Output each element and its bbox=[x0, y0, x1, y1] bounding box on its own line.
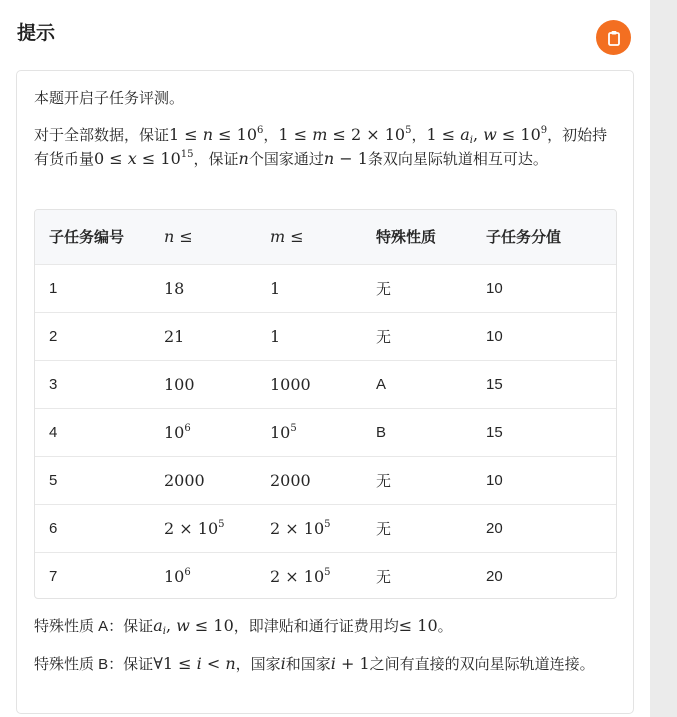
formula-aw-le-10: $a_i$, w ≤ 10 bbox=[153, 616, 234, 637]
constraints-lead: 对于全部数据，保证 bbox=[34, 127, 170, 144]
cell-n-limit: $10^6$ bbox=[164, 566, 191, 586]
formula-aw-range: $1 \le a_i$, $w \le 10^9$ bbox=[426, 125, 548, 146]
table-row bbox=[35, 312, 616, 360]
cell-n-limit: $10^6$ bbox=[164, 422, 191, 442]
cell-score: 10 bbox=[486, 279, 503, 297]
constraints-text bbox=[34, 123, 614, 171]
cell-n-limit: 21 bbox=[164, 326, 185, 346]
cell-subtask-id: 5 bbox=[49, 471, 58, 489]
header-property: 特殊性质 bbox=[376, 229, 437, 247]
header-m-limit: m ≤ bbox=[270, 227, 304, 247]
cell-property: B bbox=[376, 423, 387, 441]
header-score: 子任务分值 bbox=[486, 229, 562, 247]
formula-n-range: $1 \le n \le 10^6$ bbox=[169, 125, 264, 144]
formula-forall-i: ∀1 ≤ i < n bbox=[153, 654, 236, 673]
copy-button[interactable] bbox=[596, 20, 631, 55]
cell-subtask-id: 6 bbox=[49, 519, 58, 537]
table-row bbox=[35, 408, 616, 456]
cell-property: 无 bbox=[376, 280, 392, 298]
cell-n-limit: 18 bbox=[164, 278, 185, 298]
cell-m-limit: $2 \times 10^5$ bbox=[270, 566, 331, 586]
cell-subtask-id: 4 bbox=[49, 423, 58, 441]
formula-n: n bbox=[238, 149, 249, 168]
property-a-tail: 。 bbox=[437, 618, 453, 635]
cell-score: 20 bbox=[486, 519, 503, 537]
cell-subtask-id: 2 bbox=[49, 327, 58, 345]
cell-m-limit: 1 bbox=[270, 326, 281, 346]
property-a-mid: ，即津贴和通行证费用均 bbox=[233, 618, 399, 635]
formula-x-range: $0 \le x \le 10^{15}$ bbox=[94, 149, 194, 168]
table-row bbox=[35, 264, 616, 312]
formula-i-plus-1: i + 1 bbox=[330, 654, 370, 673]
table-row bbox=[35, 360, 616, 408]
cell-n-limit: $2 \times 10^5$ bbox=[164, 518, 225, 538]
cell-property: A bbox=[376, 375, 387, 393]
property-b-mid2: 和国家 bbox=[285, 656, 331, 673]
constraints-sep1: ， bbox=[263, 127, 279, 144]
formula-i: i bbox=[280, 654, 286, 673]
formula-m-range: $1 \le m \le 2 \times 10^5$ bbox=[278, 125, 412, 144]
cell-property: 无 bbox=[376, 568, 392, 586]
formula-le-10: ≤ 10 bbox=[398, 616, 438, 635]
table-row bbox=[35, 504, 616, 552]
constraints-mid2: 个国家通过 bbox=[248, 151, 324, 168]
table-row bbox=[35, 456, 616, 504]
property-b-lead: 特殊性质 B：保证 bbox=[34, 656, 154, 673]
constraints-tail: 条双向星际轨道相互可达。 bbox=[367, 151, 548, 168]
cell-property: 无 bbox=[376, 520, 392, 538]
cell-m-limit: 2000 bbox=[270, 470, 311, 490]
constraints-mid: ，保证 bbox=[193, 151, 239, 168]
cell-n-limit: 100 bbox=[164, 374, 195, 394]
property-b-tail: 之间有直接的双向星际轨道连接。 bbox=[369, 656, 595, 673]
cell-score: 15 bbox=[486, 423, 503, 441]
cell-score: 10 bbox=[486, 471, 503, 489]
cell-m-limit: $10^5$ bbox=[270, 422, 297, 442]
property-b-mid: ，国家 bbox=[235, 656, 281, 673]
cell-score: 15 bbox=[486, 375, 503, 393]
cell-m-limit: 1000 bbox=[270, 374, 311, 394]
cell-subtask-id: 7 bbox=[49, 567, 58, 585]
cell-subtask-id: 3 bbox=[49, 375, 58, 393]
hint-card bbox=[16, 70, 634, 714]
cell-score: 10 bbox=[486, 327, 503, 345]
header-subtask-id: 子任务编号 bbox=[49, 229, 125, 247]
cell-m-limit: $2 \times 10^5$ bbox=[270, 518, 331, 538]
table-row bbox=[35, 552, 616, 599]
constraints-sep2: ， bbox=[411, 127, 427, 144]
intro-text: 本题开启子任务评测。 bbox=[34, 90, 185, 107]
table-header-row bbox=[35, 210, 616, 264]
cell-m-limit: 1 bbox=[270, 278, 281, 298]
cell-property: 无 bbox=[376, 472, 392, 490]
cell-n-limit: 2000 bbox=[164, 470, 205, 490]
property-b-text bbox=[34, 653, 614, 676]
cell-property: 无 bbox=[376, 328, 392, 346]
property-a-lead: 特殊性质 A：保证 bbox=[34, 618, 154, 635]
constraints-sep3: ，初始持有货币量 bbox=[34, 127, 608, 168]
header-n-limit: n ≤ bbox=[164, 227, 193, 247]
formula-n-minus-1: n − 1 bbox=[323, 149, 368, 168]
scrollbar-track[interactable] bbox=[650, 0, 677, 717]
cell-subtask-id: 1 bbox=[49, 279, 58, 297]
subtask-table bbox=[34, 209, 617, 599]
property-a-text bbox=[34, 615, 614, 638]
clipboard-icon bbox=[607, 30, 621, 46]
cell-score: 20 bbox=[486, 567, 503, 585]
panel-title: 提示 bbox=[17, 23, 56, 44]
